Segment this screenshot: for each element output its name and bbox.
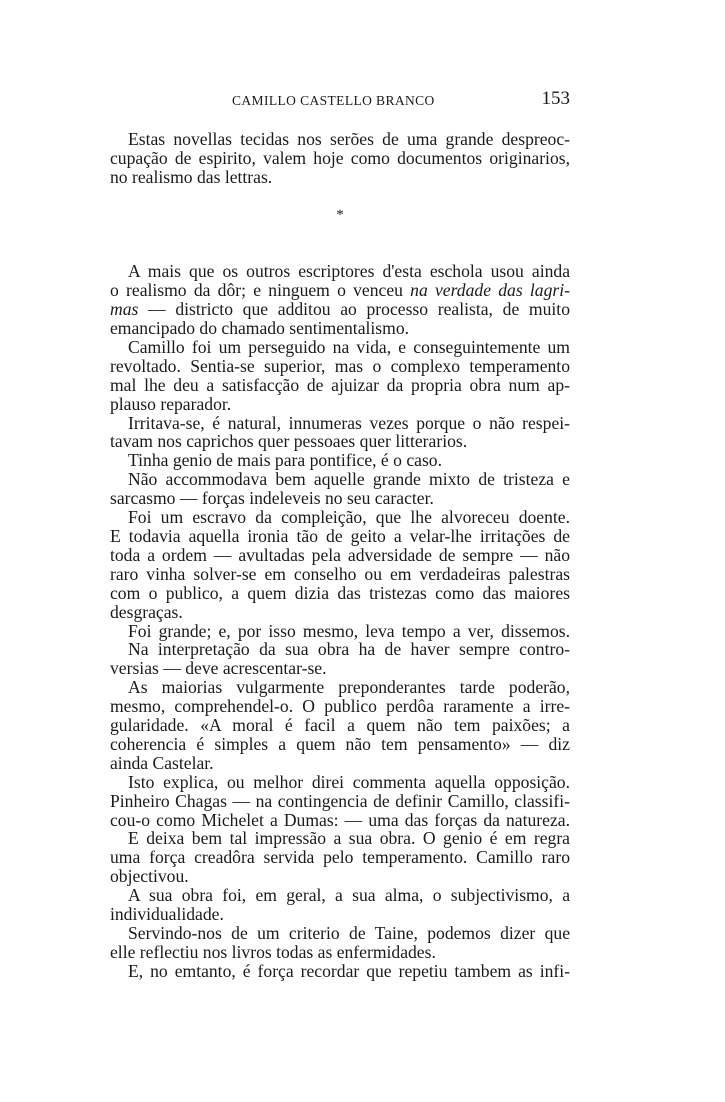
text-line (110, 300, 570, 319)
text-segment: o realismo da dôr; e ninguem o venceu (110, 280, 411, 301)
blank-line (110, 243, 570, 262)
blank-line (110, 187, 570, 206)
text-line: Estas novellas tecidas nos serões de uma grande despreoc- (128, 129, 570, 149)
text-line: ainda Castelar. (110, 752, 214, 773)
text-line: desgraças. (110, 601, 183, 622)
text-line: coherencia é simples a quem não tem pensamento» — diz (110, 733, 570, 754)
text-line: Servindo-nos de um criterio de Taine, podemos dizer que (128, 923, 570, 943)
text-line: E todavia aquella ironia tão de geito a velar-lhe irritações de (110, 525, 570, 546)
text-line: Foi um escravo da compleição, que lhe alvoreceu doente. (128, 507, 570, 528)
text-line: no realismo das lettras. (110, 166, 273, 187)
text-line: cupação de espirito, valem hoje como documentos originarios, (110, 147, 570, 168)
text-line: raro vinha solver-se em conselho ou em verdadeiras palestras (110, 563, 570, 584)
text-line: mal lhe deu a satisfacção de ajuizar da propria obra num ap- (110, 374, 570, 395)
text-line: plauso reparador. (110, 393, 232, 414)
text-line: Isto explica, ou melhor direi commenta aquella opposição. (128, 771, 570, 792)
text-line: mesmo, comprehendel-o. O publico perdôa raramente a irre- (110, 696, 570, 717)
text-line: Irritava-se, é natural, innumeras vezes porque o não respei- (128, 412, 570, 433)
text-line: toda a ordem — avultadas pela adversidade de sempre — não (110, 544, 570, 565)
text-line: com o publico, a quem dizia das tristezas como das maiores (110, 582, 570, 603)
text-line: revoltado. Sentia-se superior, mas o complexo temperamento (110, 355, 570, 376)
text-line: sarcasmo — forças indeleveis no seu caracter. (110, 488, 434, 509)
text-line: Não accommodava bem aquelle grande mixto de tristeza e (128, 469, 570, 490)
text-line: E, no emtanto, é força recordar que repetiu tambem as infi- (128, 960, 570, 981)
text-line: elle reflectiu nos livros todas as enfermidades. (110, 941, 436, 962)
text-line: objectivou. (110, 866, 189, 887)
text-line: A mais que os outros escriptores d'esta eschola usou ainda (128, 261, 570, 282)
page-header (110, 90, 570, 112)
text-line: tavam nos caprichos quer pessoaes quer litterarios. (110, 431, 468, 452)
text-line (110, 281, 570, 300)
text-segment: — districto que additou ao processo realista, de muito (138, 299, 570, 320)
body-text (110, 130, 570, 981)
text-line: A sua obra foi, em geral, a sua alma, o subjectivismo, a (128, 885, 570, 906)
text-line: Camillo foi um perseguido na vida, e conseguintemente um (128, 336, 570, 357)
running-head: CAMILLO CASTELLO BRANCO (232, 93, 435, 108)
text-line: cou-o como Michelet a Dumas: — uma das forças da natureza. (110, 809, 570, 830)
text-line: Pinheiro Chagas — na contingencia de definir Camillo, classifi- (110, 790, 570, 811)
text-line: Na interpretação da sua obra ha de haver sempre contro- (128, 639, 570, 660)
page-number: 153 (541, 88, 570, 109)
text-line: Foi grande; e, por isso mesmo, leva tempo a ver, dissemos. (128, 620, 570, 641)
text-line: gularidade. «A moral é facil a quem não tem paixões; a (110, 715, 570, 736)
italic-phrase: mas (110, 299, 139, 320)
text-line: uma força creadôra servida pelo temperamento. Camillo raro (110, 847, 570, 868)
text-line: emancipado do chamado sentimentalismo. (110, 318, 410, 338)
blank-line (110, 225, 570, 244)
text-line: E deixa bem tal impressão a sua obra. O genio é em regra (128, 828, 570, 849)
text-line: As maiorias vulgarmente preponderantes tarde poderão, (128, 677, 570, 698)
italic-phrase: na verdade das lagri- (410, 280, 570, 301)
text-line: Tinha genio de mais para pontifice, é o caso. (128, 450, 442, 471)
text-line: individualidade. (110, 904, 224, 925)
text-line: versias — deve acrescentar-se. (110, 658, 327, 679)
section-separator-asterisk: * (336, 206, 344, 223)
